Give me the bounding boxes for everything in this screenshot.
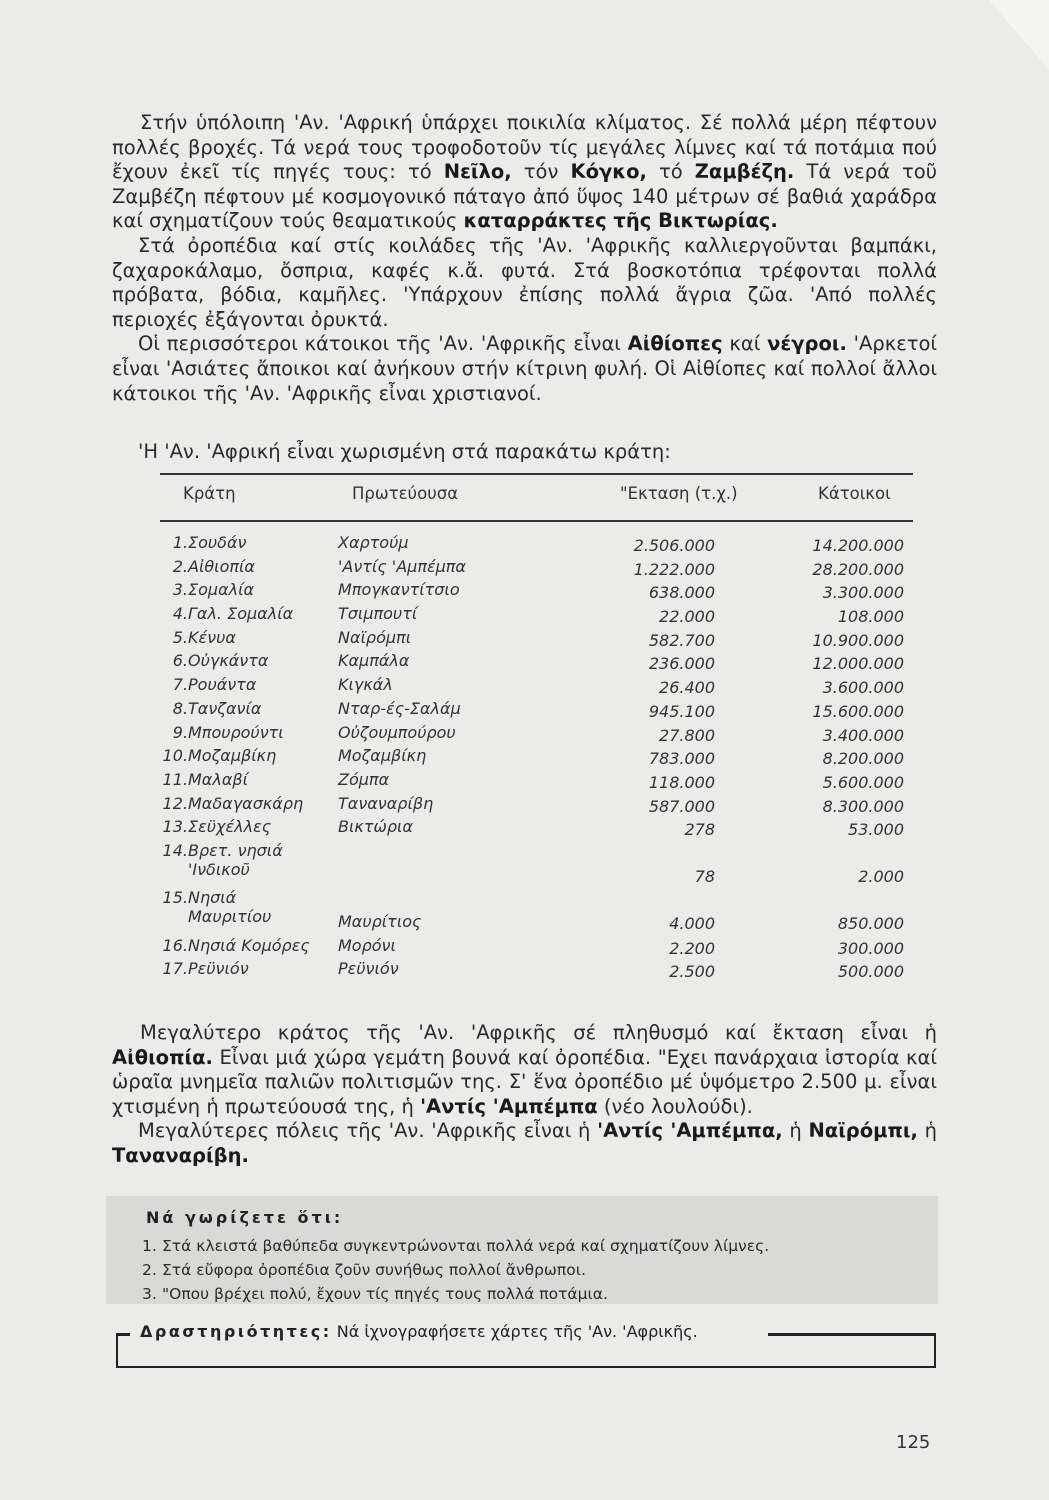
state-name — [188, 604, 293, 623]
row-number: 4. — [172, 604, 188, 624]
table-header-rule — [160, 520, 913, 522]
state-name-line: Μπουρούντι — [188, 722, 284, 742]
area-value: 2.506.000 — [633, 536, 715, 555]
state-name-line: Σεϋχέλλες — [188, 817, 272, 837]
capital-name: Μαυρίτιος — [338, 912, 422, 932]
activity-text: Νά ἰχνογραφήσετε χάρτες τῆς 'Αν. 'Αφρικῆς. — [331, 1322, 698, 1341]
population-value: 2.000 — [858, 866, 904, 886]
list-item: 2. Στά εὔφορα ὀροπέδια ζοῦν συνήθως πολλοί ἄνθρωποι. — [142, 1261, 586, 1279]
state-name — [188, 533, 246, 552]
capital-name: Χαρτούμ — [338, 533, 409, 552]
header-capital: Πρωτεύουσα — [352, 484, 459, 503]
state-name — [188, 651, 268, 670]
table-row — [148, 723, 918, 747]
capital-name: Κιγκάλ — [338, 675, 393, 695]
capital-name: Ρεϋνιόν — [338, 959, 399, 979]
header-population: Κάτοικοι — [818, 484, 891, 503]
state-name-line: Κένυα — [188, 627, 236, 647]
row-number: 8. — [172, 698, 188, 718]
capital-name: 'Αντίς 'Αμπέμπα — [338, 556, 466, 576]
state-name-line: Μαυριτίου — [188, 907, 272, 927]
paragraph-climate: Στήν ὑπόλοιπη 'Αν. 'Αφρική ὑπάρχει ποικιλία κλίματος. Σέ πολλά μέρη πέφτουν πολλές βροχές. Τά νερά τους τροφοδοτοῦν τίς μεγάλες λίμνες καί τά ποτάμια πού ἔχουν ἐκεῖ τίς πηγές τους: τό Νεῖλο, τόν Κόγκο, τό Ζαμβέζη. Τά νερά τοῦ Ζαμβέζη πέφτουν μέ κοσμογονικό πάταγο ἀπό ὕψος 140 μέτρων σέ βαθιά χαράδρα καί σχηματίζουν τούς θεαματικούς καταρράκτες τῆς Βικτωρίας. — [112, 111, 938, 233]
paragraph-cities: Μεγαλύτερες πόλεις τῆς 'Αν. 'Αφρικῆς εἶναι ἡ 'Αντίς 'Αμπέμπα, ἡ Ναϊρόμπι, ἡ Ταναναρίβη. — [112, 1119, 937, 1167]
population-value: 108.000 — [837, 607, 904, 627]
population-value: 14.200.000 — [812, 536, 904, 555]
table-row — [148, 746, 918, 770]
state-name-line: Γαλ. Σομαλία — [188, 604, 294, 624]
area-value: 638.000 — [648, 583, 715, 603]
table-intro: 'Η 'Αν. 'Αφρική εἶναι χωρισμένη στά παρακάτω κράτη: — [138, 440, 671, 463]
population-value: 12.000.000 — [812, 654, 904, 674]
state-name-line: Σουδάν — [188, 533, 247, 552]
header-area: "Εκταση (τ.χ.) — [620, 484, 738, 503]
area-value: 587.000 — [648, 796, 715, 816]
capital-name: Τσιμπουτί — [338, 604, 418, 624]
row-number: 17. — [162, 959, 188, 979]
state-name-line: Μαλαβί — [188, 769, 248, 789]
state-name — [188, 699, 261, 718]
population-value: 8.200.000 — [822, 749, 904, 769]
capital-name: Μορόνι — [338, 935, 396, 955]
area-value: 2.200 — [669, 938, 715, 958]
population-value: 10.900.000 — [812, 630, 904, 650]
table-row — [148, 959, 918, 983]
state-name — [188, 888, 271, 926]
state-name-line: Νησιά — [188, 888, 237, 908]
page-corner-fold — [989, 0, 1049, 70]
state-name — [188, 628, 236, 647]
row-number: 16. — [162, 935, 188, 955]
state-name — [188, 675, 256, 694]
row-number: 10. — [162, 746, 188, 766]
state-name — [188, 580, 254, 599]
state-name — [188, 557, 255, 576]
row-number: 5. — [172, 627, 188, 647]
table-row — [148, 888, 918, 935]
row-number: 15. — [162, 888, 188, 908]
area-value: 783.000 — [648, 749, 715, 769]
table-row — [148, 699, 918, 723]
table-row — [148, 936, 918, 960]
activity — [140, 1322, 698, 1341]
capital-name: Ναϊρόμπι — [338, 627, 412, 647]
population-value: 8.300.000 — [822, 796, 904, 816]
area-value: 945.100 — [648, 701, 715, 721]
population-value: 3.300.000 — [822, 583, 904, 603]
area-value: 118.000 — [648, 772, 715, 792]
table-row — [148, 651, 918, 675]
state-name-line: Ρεϋνιόν — [188, 959, 249, 979]
population-value: 15.600.000 — [812, 701, 904, 721]
row-number: 11. — [162, 769, 188, 789]
capital-name: Ταναναρίβη — [338, 793, 434, 813]
capital-name: Καμπάλα — [338, 651, 410, 671]
table-row — [148, 580, 918, 604]
population-value: 850.000 — [837, 914, 904, 934]
area-value: 78 — [694, 866, 715, 886]
area-value: 26.400 — [659, 678, 715, 698]
area-value: 1.222.000 — [633, 559, 715, 579]
table-row — [148, 533, 918, 557]
page-number: 125 — [896, 1432, 931, 1453]
notes-title: Νά γωρίζετε ὅτι: — [146, 1208, 344, 1227]
population-value: 28.200.000 — [812, 559, 904, 579]
state-name — [188, 794, 303, 813]
state-name-line: 'Ινδικοῦ — [188, 859, 250, 879]
state-name — [188, 959, 249, 978]
state-name — [188, 723, 284, 742]
state-name-line: Βρετ. νησιά — [188, 840, 283, 860]
capital-name: Βικτώρια — [338, 817, 413, 837]
population-value: 5.600.000 — [822, 772, 904, 792]
state-name-line: Ρουάντα — [188, 675, 257, 695]
capital-name: Νταρ-ές-Σαλάμ — [338, 698, 461, 718]
notes-box — [106, 1196, 938, 1304]
state-name-line: Σομαλία — [188, 580, 255, 600]
table-row — [148, 817, 918, 841]
area-value: 2.500 — [669, 962, 715, 982]
area-value: 4.000 — [669, 914, 715, 934]
table-row — [148, 770, 918, 794]
intro-text — [112, 111, 937, 406]
paragraph-ethiopia: Μεγαλύτερο κράτος τῆς 'Αν. 'Αφρικῆς σέ πληθυσμό καί ἔκταση εἶναι ἡ Αἰθιοπία. Εἶναι μιά χώρα γεμάτη βουνά καί ὀροπέδια. "Εχει πανάρχαια ἱστορία καί ὡραῖα μνημεῖα παλιῶν πολιτισμῶν της. Σ' ἕνα ὀροπέδιο μέ ὑψόμετρο 2.500 μ. εἶναι χτισμένη ἡ πρωτεύουσά της, ἡ 'Αντίς 'Αμπέμπα (νέο λουλούδι). — [112, 1021, 937, 1118]
capital-name: Μπογκαντίτσιο — [338, 580, 460, 600]
notes-list — [142, 1234, 769, 1306]
table-row — [148, 794, 918, 818]
states-table — [148, 533, 918, 983]
row-number: 7. — [172, 675, 188, 695]
area-value: 278 — [684, 820, 715, 840]
capital-name: Οὐζουμπούρου — [338, 722, 456, 742]
paragraph-population: Οἱ περισσότεροι κάτοικοι τῆς 'Αν. 'Αφρικῆς εἶναι Αἰθίοπες καί νέγροι. 'Αρκετοί εἶναι 'Ασιάτες ἄποικοι καί ἀνήκουν στήν κίτρινη φυλή. Οἱ Αἰθίοπες καί πολλοί ἄλλοι κάτοικοι τῆς 'Αν. 'Αφρικῆς εἶναι χριστιανοί. — [112, 332, 938, 405]
state-name-line: Οὐγκάντα — [188, 651, 269, 671]
ethiopia-text — [112, 1021, 937, 1169]
capital-name: Μοζαμβίκη — [338, 746, 427, 766]
row-number: 1. — [172, 533, 188, 552]
row-number: 14. — [162, 840, 188, 860]
table-row — [148, 675, 918, 699]
state-name-line: Αἰθιοπία — [188, 556, 255, 576]
table-row — [148, 557, 918, 581]
capital-name: Ζόμπα — [338, 769, 390, 789]
row-number: 6. — [172, 651, 188, 671]
list-item: 1. Στά κλειστά βαθύπεδα συγκεντρώνονται πολλά νερά καί σχηματίζουν λίμνες. — [142, 1237, 770, 1255]
area-value: 27.800 — [659, 725, 715, 745]
row-number: 3. — [172, 580, 188, 600]
table-top-rule — [160, 473, 913, 475]
state-name — [188, 936, 310, 955]
activity-label: Δραστηριότητες: — [140, 1322, 332, 1341]
state-name-line: Τανζανία — [188, 698, 262, 718]
row-number: 2. — [172, 556, 188, 576]
population-value: 3.400.000 — [822, 725, 904, 745]
state-name-line: Νησιά Κομόρες — [188, 935, 310, 955]
table-row — [148, 628, 918, 652]
population-value: 53.000 — [848, 820, 904, 840]
state-name — [188, 746, 276, 765]
population-value: 500.000 — [837, 962, 904, 982]
row-number: 12. — [162, 793, 188, 813]
state-name — [188, 841, 283, 879]
row-number: 9. — [172, 722, 188, 742]
area-value: 22.000 — [659, 607, 715, 627]
population-value: 300.000 — [837, 938, 904, 958]
row-number: 13. — [162, 817, 188, 837]
area-value: 582.700 — [648, 630, 715, 650]
table-row — [148, 604, 918, 628]
state-name-line: Μοζαμβίκη — [188, 746, 277, 766]
list-item: 3. "Οπου βρέχει πολύ, ἔχουν τίς πηγές τους πολλά ποτάμια. — [142, 1285, 608, 1303]
table-row — [148, 841, 918, 888]
header-state: Κράτη — [183, 484, 236, 503]
state-name-line: Μαδαγασκάρη — [188, 793, 304, 813]
state-name — [188, 817, 271, 836]
paragraph-agriculture: Στά ὀροπέδια καί στίς κοιλάδες τῆς 'Αν. 'Αφρικῆς καλλιεργοῦνται βαμπάκι, ζαχαροκάλαμο, ὄσπρια, καφές κ.ἄ. φυτά. Στά βοσκοτόπια τρέφονται πολλά πρόβατα, βόδια, καμῆλες. 'Υπάρχουν ἐπίσης πολλά ἄγρια ζῶα. 'Από πολλές περιοχές ἐξάγονται ὀρυκτά. — [112, 233, 937, 331]
state-name — [188, 770, 248, 789]
population-value: 3.600.000 — [822, 678, 904, 698]
area-value: 236.000 — [648, 654, 715, 674]
